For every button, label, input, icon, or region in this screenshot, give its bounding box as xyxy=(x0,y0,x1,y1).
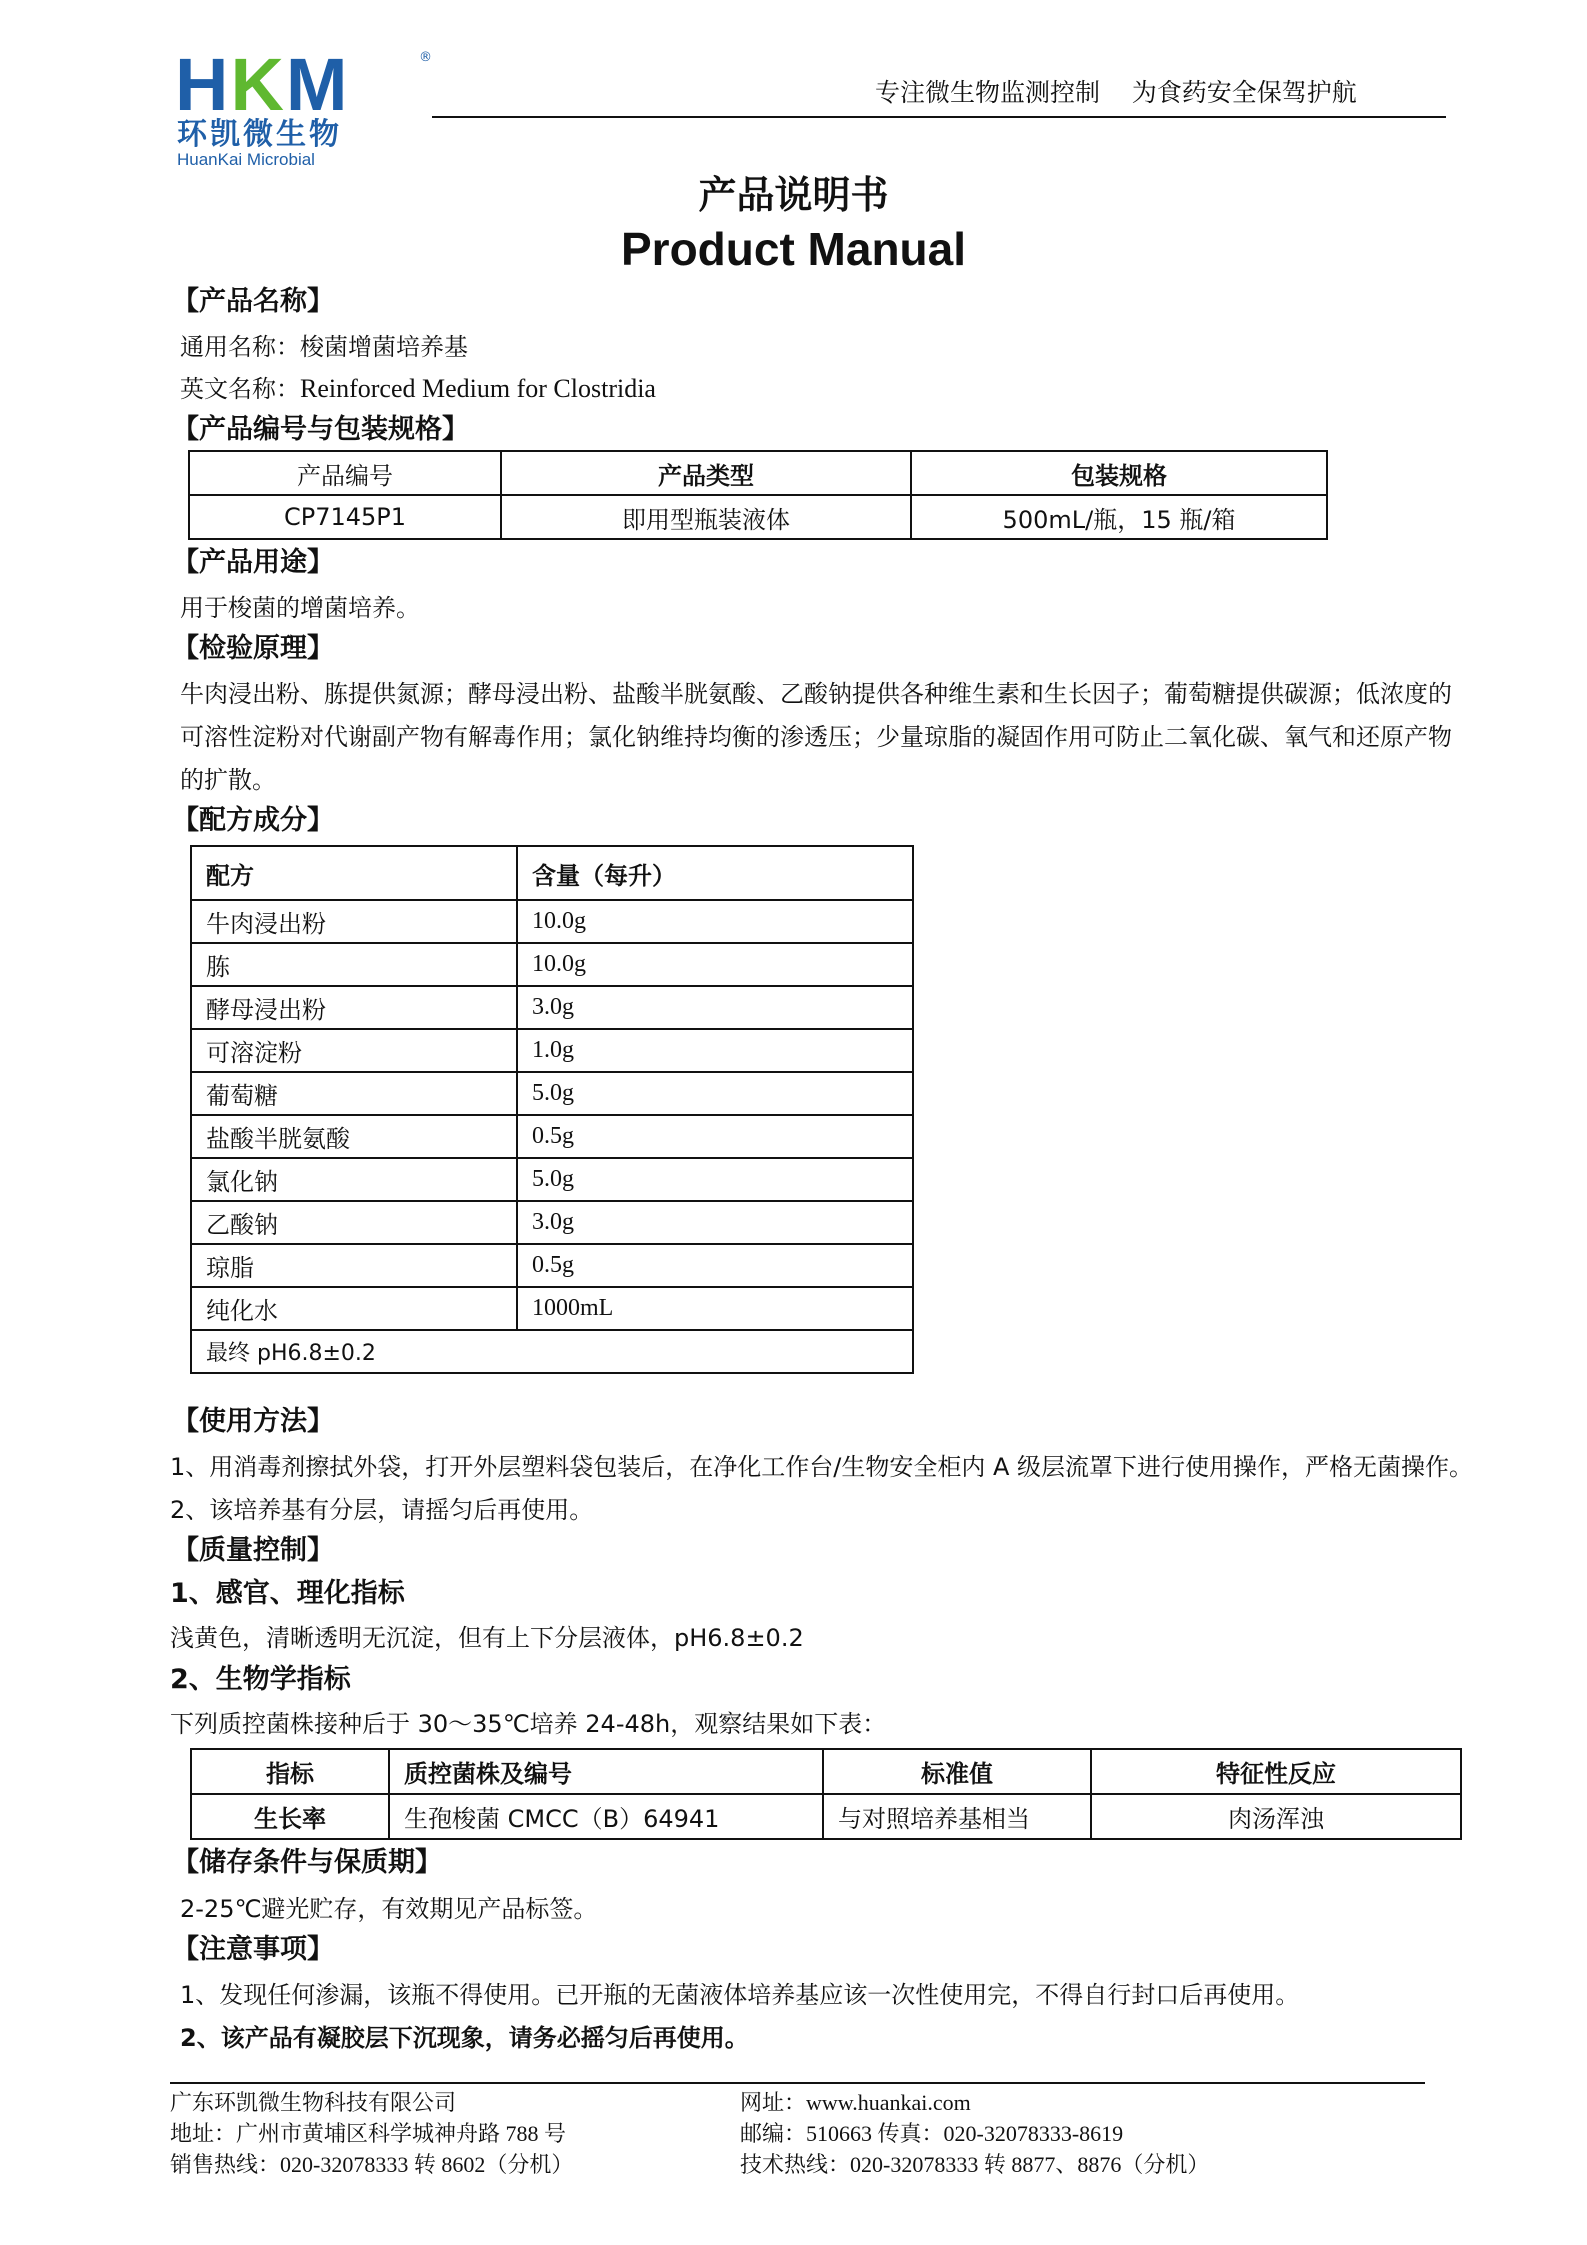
ingredient: 琼脂 xyxy=(191,1244,517,1287)
section-heading-formula: 【配方成分】 xyxy=(172,805,334,836)
table-row xyxy=(191,1158,913,1201)
packaging-table xyxy=(188,450,1328,540)
column-header: 指标 xyxy=(191,1749,389,1794)
indicator: 生长率 xyxy=(191,1794,389,1839)
section-heading-packaging: 【产品编号与包装规格】 xyxy=(172,414,469,445)
column-header: 产品编号 xyxy=(189,451,501,495)
column-header: 标准值 xyxy=(823,1749,1091,1794)
principle-line: 可溶性淀粉对代谢副产物有解毒作用；氯化钠维持均衡的渗透压；少量琼脂的凝固作用可防止二氧化碳、氧气和还原产物 xyxy=(180,723,1452,751)
ingredient: 胨 xyxy=(191,943,517,986)
table-row xyxy=(191,1287,913,1330)
column-header: 含量（每升） xyxy=(517,846,913,900)
footer-sales-hotline: 销售热线：020-32078333 转 8602（分机） xyxy=(170,2152,574,2177)
product-type: 即用型瓶装液体 xyxy=(501,495,911,539)
ingredient: 盐酸半胱氨酸 xyxy=(191,1115,517,1158)
qc-strain: 生孢梭菌 CMCC（B）64941 xyxy=(389,1794,823,1839)
column-header: 质控菌株及编号 xyxy=(389,1749,823,1794)
company-logo xyxy=(175,43,435,169)
formula-table xyxy=(190,845,914,1374)
table-header-row xyxy=(191,1749,1461,1794)
section-heading-storage: 【储存条件与保质期】 xyxy=(172,1847,442,1878)
principle-line: 的扩散。 xyxy=(180,766,276,794)
table-header-row xyxy=(189,451,1327,495)
ingredient: 葡萄糖 xyxy=(191,1072,517,1115)
product-code: CP7145P1 xyxy=(189,495,501,539)
section-heading-quality: 【质量控制】 xyxy=(172,1535,334,1566)
footer-divider xyxy=(170,2082,1425,2084)
ingredient: 氯化钠 xyxy=(191,1158,517,1201)
table-row xyxy=(189,495,1327,539)
document-title-cn: 产品说明书 xyxy=(698,173,889,217)
quality-table xyxy=(190,1748,1462,1840)
header-slogan: 专注微生物监测控制 为食药安全保驾护航 xyxy=(875,78,1357,107)
principle-line: 牛肉浸出粉、胨提供氮源；酵母浸出粉、盐酸半胱氨酸、乙酸钠提供各种维生素和生长因子；葡萄糖提供碳源；低浓度的 xyxy=(180,680,1452,708)
column-header: 配方 xyxy=(191,846,517,900)
amount: 1.0g xyxy=(517,1029,913,1072)
table-header-row xyxy=(191,846,913,900)
amount: 1000mL xyxy=(517,1287,913,1330)
storage-text: 2-25℃避光贮存，有效期见产品标签。 xyxy=(180,1895,598,1923)
usage-text: 用于梭菌的增菌培养。 xyxy=(180,594,420,622)
table-row xyxy=(191,986,913,1029)
table-row xyxy=(191,1072,913,1115)
amount: 5.0g xyxy=(517,1072,913,1115)
footer-website: 网址：www.huankai.com xyxy=(740,2090,971,2115)
note-item: 2、该产品有凝胶层下沉现象，请务必摇匀后再使用。 xyxy=(180,2024,749,2052)
table-row xyxy=(191,943,913,986)
column-header: 特征性反应 xyxy=(1091,1749,1461,1794)
section-heading-product-name: 【产品名称】 xyxy=(172,286,334,317)
footer-address: 地址：广州市黄埔区科学城神舟路 788 号 xyxy=(170,2121,567,2146)
method-step: 2、该培养基有分层，请摇匀后再使用。 xyxy=(170,1496,594,1524)
column-header: 包装规格 xyxy=(911,451,1327,495)
table-row xyxy=(191,1115,913,1158)
english-name-label: 英文名称： xyxy=(180,375,300,403)
quality-sub-heading-physchem: 1、感官、理化指标 xyxy=(170,1578,405,1609)
method-step: 1、用消毒剂擦拭外袋，打开外层塑料袋包装后，在净化工作台/生物安全柜内 A 级层流罩下进行使用操作，严格无菌操作。 xyxy=(170,1453,1474,1481)
english-name-value: Reinforced Medium for Clostridia xyxy=(300,374,656,403)
english-name xyxy=(180,373,656,405)
logo-chinese-name: 环凯微生物 xyxy=(177,117,342,152)
generic-name: 通用名称：梭菌增菌培养基 xyxy=(180,333,468,361)
footer-postcode-fax: 邮编：510663 传真：020-32078333-8619 xyxy=(740,2121,1124,2146)
note-item: 1、发现任何渗漏，该瓶不得使用。已开瓶的无菌液体培养基应该一次性使用完，不得自行封口后再使用。 xyxy=(180,1981,1300,2009)
table-row xyxy=(191,900,913,943)
characteristic-reaction: 肉汤浑浊 xyxy=(1091,1794,1461,1839)
footer-company: 广东环凯微生物科技有限公司 xyxy=(170,2090,457,2115)
quality-sub-heading-bio: 2、生物学指标 xyxy=(170,1664,351,1695)
table-row xyxy=(191,1029,913,1072)
table-row xyxy=(191,1330,913,1373)
logo-english-name: HuanKai Microbial xyxy=(177,150,315,169)
package-spec: 500mL/瓶，15 瓶/箱 xyxy=(911,495,1327,539)
logo-mark: HKM xyxy=(175,43,350,126)
table-row xyxy=(191,1794,1461,1839)
ingredient: 纯化水 xyxy=(191,1287,517,1330)
ingredient: 乙酸钠 xyxy=(191,1201,517,1244)
table-row xyxy=(191,1244,913,1287)
document-title-en: Product Manual xyxy=(620,223,967,275)
standard-value: 与对照培养基相当 xyxy=(823,1794,1091,1839)
table-row xyxy=(191,1201,913,1244)
footer-tech-hotline: 技术热线：020-32078333 转 8877、8876（分机） xyxy=(740,2152,1210,2177)
section-heading-usage: 【产品用途】 xyxy=(172,547,334,578)
amount: 3.0g xyxy=(517,1201,913,1244)
logo-registered-mark: ® xyxy=(419,50,432,65)
bio-text: 下列质控菌株接种后于 30～35℃培养 24-48h，观察结果如下表： xyxy=(170,1710,887,1738)
column-header: 产品类型 xyxy=(501,451,911,495)
amount: 10.0g xyxy=(517,943,913,986)
section-heading-method: 【使用方法】 xyxy=(172,1406,334,1437)
amount: 10.0g xyxy=(517,900,913,943)
amount: 0.5g xyxy=(517,1244,913,1287)
header-divider xyxy=(432,116,1446,118)
amount: 0.5g xyxy=(517,1115,913,1158)
section-heading-principle: 【检验原理】 xyxy=(172,633,334,664)
amount: 5.0g xyxy=(517,1158,913,1201)
physchem-text: 浅黄色，清晰透明无沉淀，但有上下分层液体，pH6.8±0.2 xyxy=(170,1624,804,1652)
section-heading-notes: 【注意事项】 xyxy=(172,1934,334,1965)
ingredient: 酵母浸出粉 xyxy=(191,986,517,1029)
ingredient: 可溶淀粉 xyxy=(191,1029,517,1072)
amount: 3.0g xyxy=(517,986,913,1029)
final-ph: 最终 pH6.8±0.2 xyxy=(191,1330,913,1373)
ingredient: 牛肉浸出粉 xyxy=(191,900,517,943)
